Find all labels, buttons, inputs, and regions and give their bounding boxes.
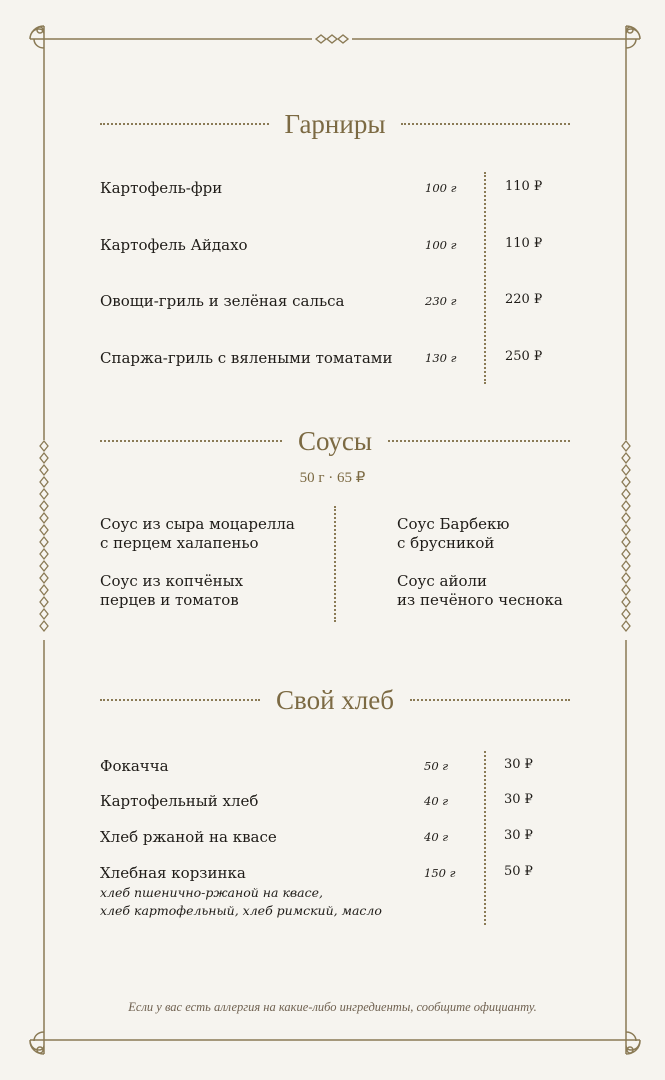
chain-link xyxy=(40,549,48,559)
price-divider xyxy=(484,172,486,384)
item-name: Картофель-фри xyxy=(100,179,223,197)
sauce-line: перцев и томатов xyxy=(100,591,239,609)
sauce-line: Соус айоли xyxy=(397,572,487,590)
item-name: Фокачча xyxy=(100,757,169,775)
item-price: 110 ₽ xyxy=(505,236,543,251)
item-description xyxy=(100,884,382,920)
item-price: 30 ₽ xyxy=(504,792,533,807)
chain-link xyxy=(40,573,48,583)
chain-link xyxy=(622,525,630,535)
chain-link xyxy=(40,453,48,463)
chain-link xyxy=(622,513,630,523)
sauce-divider xyxy=(334,506,336,622)
chain-link xyxy=(622,609,630,619)
item-price: 220 ₽ xyxy=(505,292,543,307)
item-weight: 100 г xyxy=(425,238,457,252)
chain-link xyxy=(622,453,630,463)
item-weight: 150 г xyxy=(424,866,456,880)
chain-link xyxy=(40,609,48,619)
item-description-line: хлеб пшенично-ржаной на квасе, xyxy=(100,885,324,900)
chain-link xyxy=(622,501,630,511)
sauce-line: Соус из копчёных xyxy=(100,572,244,590)
item-weight: 100 г xyxy=(425,181,457,195)
item-name: Картофель Айдахо xyxy=(100,236,248,254)
item-name: Овощи-гриль и зелёная сальса xyxy=(100,292,345,310)
chain-link xyxy=(622,573,630,583)
sauce-item xyxy=(100,515,295,553)
chain-link xyxy=(622,597,630,607)
sauce-item xyxy=(397,515,509,553)
chain-link xyxy=(622,489,630,499)
item-price: 250 ₽ xyxy=(505,349,543,364)
item-weight: 130 г xyxy=(425,351,457,365)
item-weight: 40 г xyxy=(424,830,449,844)
item-name: Хлеб ржаной на квасе xyxy=(100,828,277,846)
chain-link xyxy=(622,441,630,451)
sauce-line: из печёного чеснока xyxy=(397,591,563,609)
item-name: Хлебная корзинка xyxy=(100,864,246,882)
item-price: 30 ₽ xyxy=(504,828,533,843)
chain-link xyxy=(622,621,630,631)
sauce-line: Соус из сыра моцарелла xyxy=(100,515,295,533)
allergy-note: Если у вас есть аллергия на какие-либо ингредиенты, сообщите официанту. xyxy=(128,1000,537,1014)
chain-link xyxy=(40,441,48,451)
item-name: Картофельный хлеб xyxy=(100,792,259,810)
chain-link xyxy=(40,501,48,511)
sauce-item xyxy=(100,572,243,610)
sauce-line: Соус Барбекю xyxy=(397,515,510,533)
chain-link xyxy=(40,525,48,535)
chain-link xyxy=(622,549,630,559)
section-title-bread xyxy=(100,680,570,720)
chain-link xyxy=(622,537,630,547)
bread-title: Свой хлеб xyxy=(276,684,394,715)
chain-link xyxy=(622,585,630,595)
section-title-sauces xyxy=(100,421,570,461)
section-title-garnish xyxy=(100,104,570,144)
item-price: 110 ₽ xyxy=(505,179,543,194)
sauce-line: с перцем халапеньо xyxy=(100,534,259,552)
chain-link xyxy=(40,513,48,523)
item-price: 30 ₽ xyxy=(504,757,533,772)
item-price: 50 ₽ xyxy=(504,864,533,879)
garnish-title: Гарниры xyxy=(284,108,386,139)
sauce-item xyxy=(397,572,563,610)
chain-link xyxy=(40,561,48,571)
sauces-price-note: 50 г · 65 ₽ xyxy=(299,470,366,486)
item-weight: 50 г xyxy=(424,759,449,773)
sauces-title: Соусы xyxy=(297,425,373,456)
sauce-line: с брусникой xyxy=(397,534,495,552)
item-weight: 230 г xyxy=(425,294,457,308)
item-description-line: хлеб картофельный, хлеб римский, масло xyxy=(100,903,382,918)
price-divider xyxy=(484,751,486,925)
chain-link xyxy=(40,537,48,547)
item-weight: 40 г xyxy=(424,794,449,808)
item-name: Спаржа-гриль с вялеными томатами xyxy=(100,349,393,367)
top-ornament xyxy=(316,35,348,43)
chain-link xyxy=(622,561,630,571)
chain-link xyxy=(40,621,48,631)
chain-link xyxy=(40,585,48,595)
chain-link xyxy=(40,489,48,499)
chain-link xyxy=(40,597,48,607)
